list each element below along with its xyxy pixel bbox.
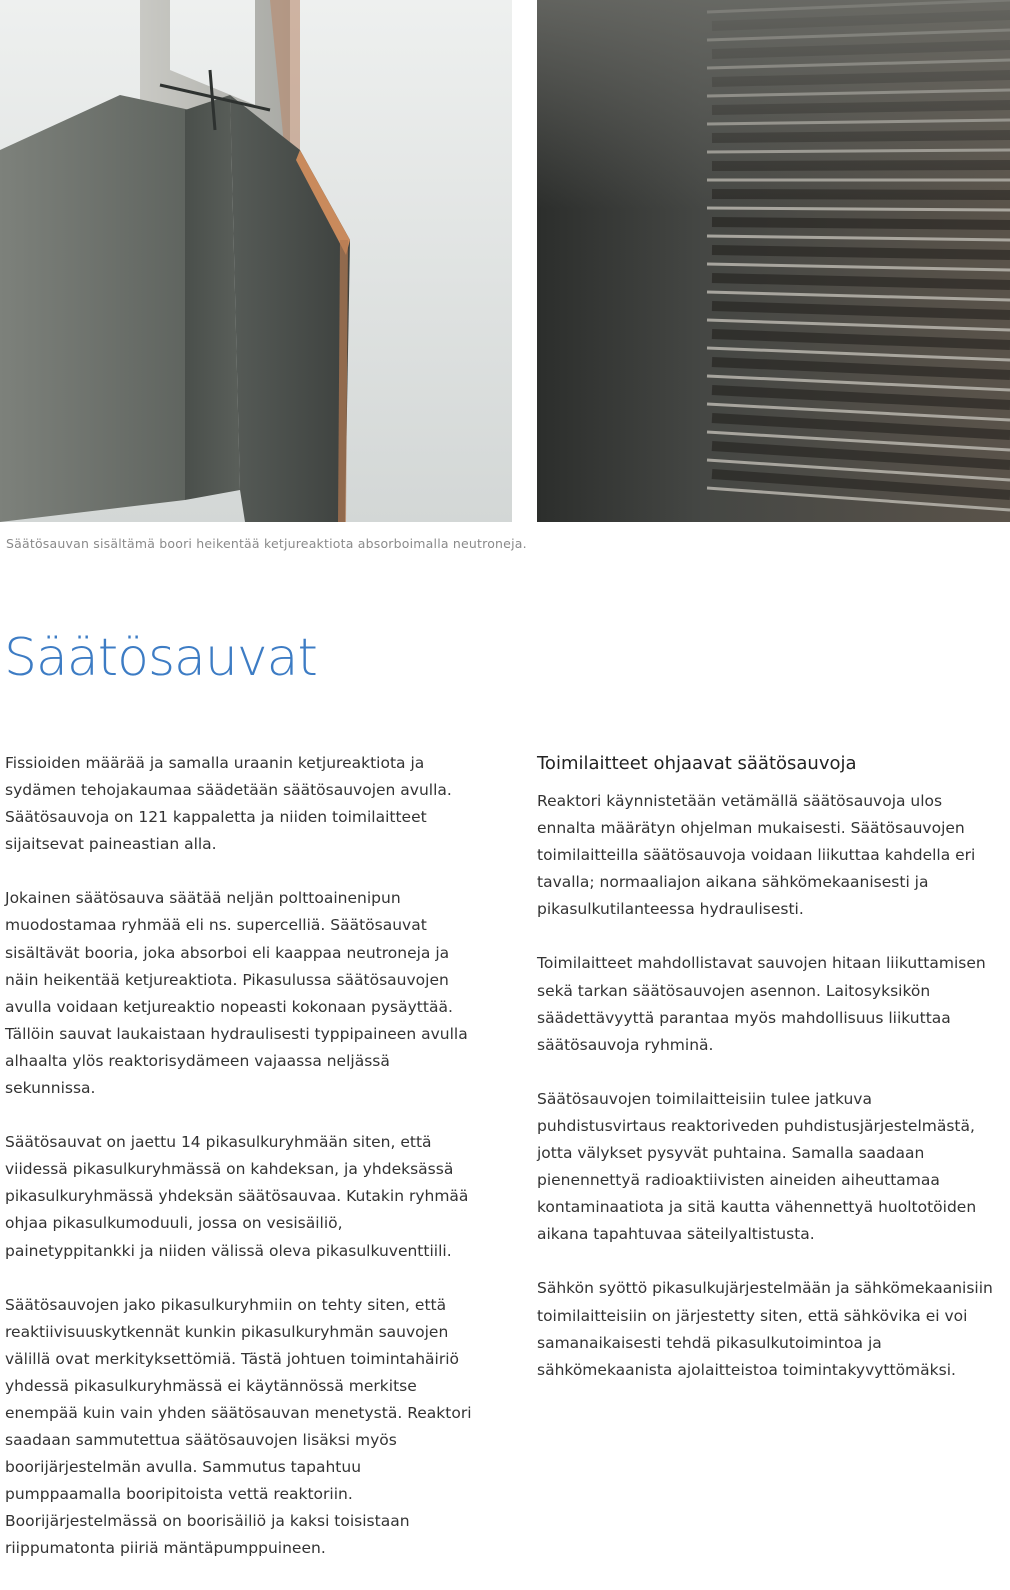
left-text-column: [5, 750, 477, 1590]
right-text-column: [537, 750, 999, 1411]
paragraph: Jokainen säätösauva säätää neljän polttoainenipun muodostamaa ryhmää eli ns. supercelliä. Säätösauvat sisältävät booria, joka absorboi eli kaappaa neutroneja ja näin heikentää ketjureaktiota. Pikasulussa säätösauvojen avulla voidaan ketjureaktio nopeasti kokonaan pysäyttää. Tällöin sauvat laukaistaan hydraulisesti typpipaineen avulla alhaalta ylös reaktorisydämeen vajaassa neljässä sekunnissa.: [5, 889, 468, 1098]
paragraph: Säätösauvojen toimilaitteisiin tulee jatkuva puhdistusvirtaus reaktoriveden puhdistusjärjestelmästä, jotta välykset pysyvät puhtaina. Samalla saadaan pienennettyä radioaktiivisten aineiden aiheuttamaa kontaminaatiota ja sitä kautta vähennettyä huoltotöiden aikana tapahtuvaa säteilyaltistusta.: [537, 1089, 977, 1244]
paragraph: Säätösauvat on jaettu 14 pikasulkuryhmään siten, että viidessä pikasulkuryhmässä on kahdeksan, ja yhdeksässä pikasulkuryhmässä yhdeksän säätösauvaa. Kutakin ryhmää ohjaa pikasulkumoduuli, jossa on vesisäiliö, painetyppitankki ja niiden välissä oleva pikasulkuventtiili.: [5, 1133, 469, 1260]
control-rod-blade-illustration: [0, 0, 512, 522]
paragraph: Reaktori käynnistetään vetämällä säätösauvoja ulos ennalta määrätyn ohjelman mukaisesti. Säätösauvojen toimilaitteilla säätösauvoja voidaan liikuttaa kahdella eri tavalla; normaaliajon aikana sähkömekaanisesti ja pikasulkutilanteessa hydraulisesti.: [537, 792, 976, 919]
paragraph: Fissioiden määrää ja samalla uraanin ketjureaktiota ja sydämen tehojakaumaa säädetään säätösauvojen avulla. Säätösauvoja on 121 kappaletta ja niiden toimilaitteet sijaitsevat paineastian alla.: [5, 754, 452, 854]
paragraph: Sähkön syöttö pikasulkujärjestelmään ja sähkömekaanisiin toimilaitteisiin on järjestetty siten, että sähkövika ei voi samanaikaisesti tehdä pikasulkutoimintoa ja sähkömekaanista ajolaitteistoa toimintakyvyttömäksi.: [537, 1279, 993, 1379]
control-rod-absorber-close-up-photo: [537, 0, 1010, 522]
section-subheading: Toimilaitteet ohjaavat säätösauvoja: [537, 753, 857, 774]
photo-caption: Säätösauvan sisältämä boori heikentää ketjureaktiota absorboimalla neutroneja.: [6, 536, 527, 551]
page-title: Säätösauvat: [4, 628, 317, 688]
control-rod-blade-photo: [0, 0, 512, 522]
paragraph: Säätösauvojen jako pikasulkuryhmiin on tehty siten, että reaktiivisuuskytkennät kunkin pikasulkuryhmän sauvojen välillä ovat merkityksettömiä. Tästä johtuen toimintahäiriö yhdessä pikasulkuryhmässä ei käytännössä merkitse enempää kuin vain yhden säätösauvan menetystä. Reaktori saadaan sammutettua säätösauvojen lisäksi myös boorijärjestelmän avulla. Sammutus tapahtuu pumppaamalla booripitoista vettä reaktoriin. Boorijärjestelmässä on boorisäiliö ja kaksi toisistaan riippumatonta piiriä mäntäpumppuineen.: [5, 1295, 472, 1558]
absorber-tubes-illustration: [537, 0, 1010, 522]
paragraph: Toimilaitteet mahdollistavat sauvojen hitaan liikuttamisen sekä tarkan säätösauvojen asennon. Laitosyksikön säädettävyyttä parantaa myös mahdollisuus liikuttaa säätösauvoja ryhminä.: [537, 954, 986, 1054]
